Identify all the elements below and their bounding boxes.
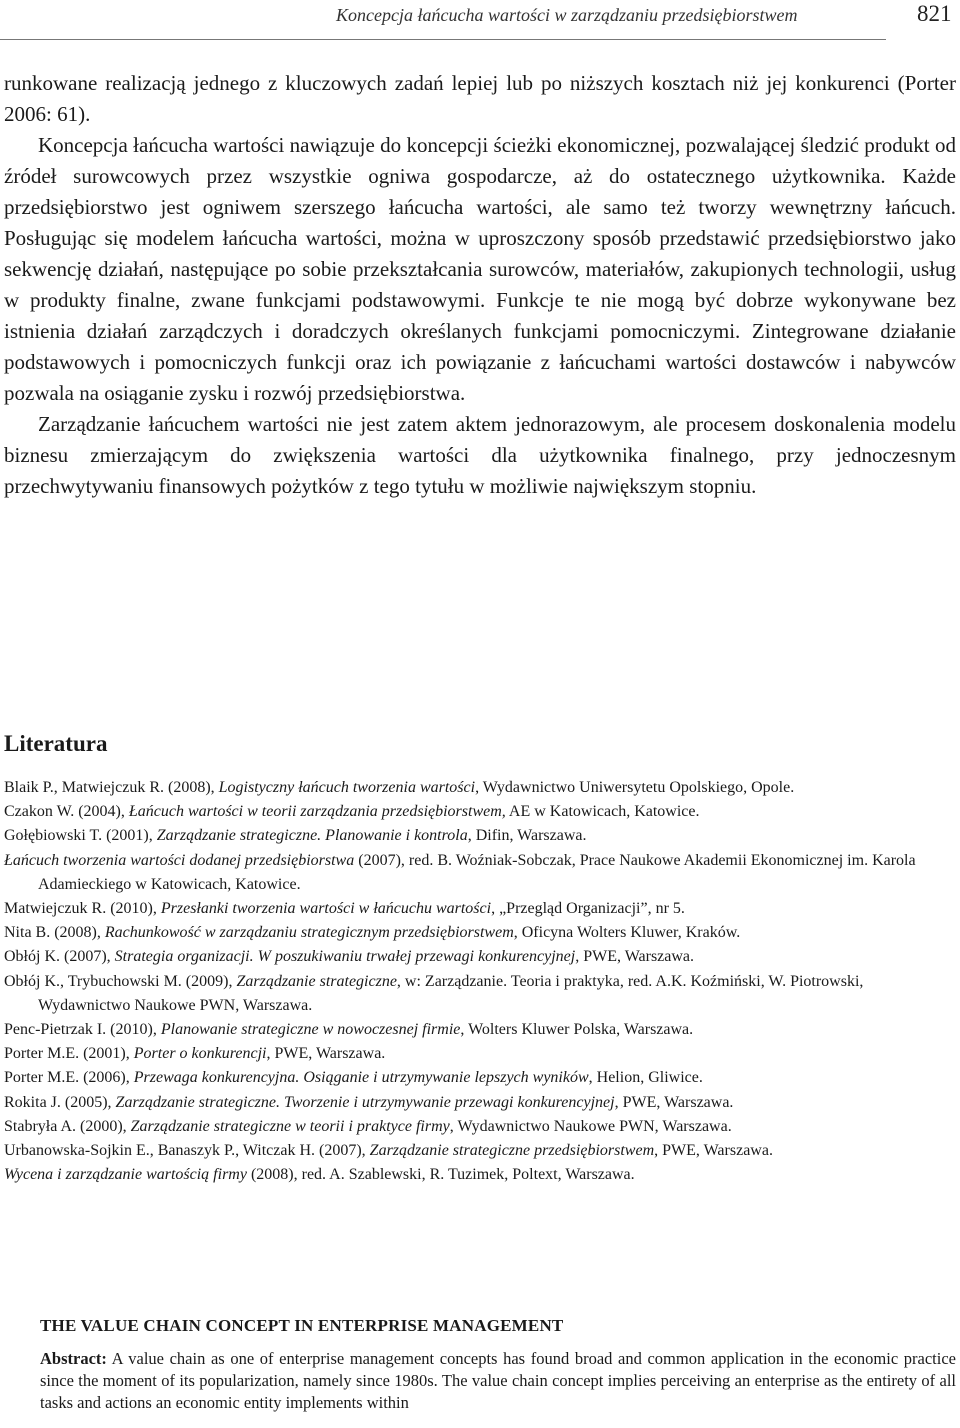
reference-item: Blaik P., Matwiejczuk R. (2008), Logistyczny łańcuch tworzenia wartości, Wydawnictwo Uniwersytetu Opolskiego, Opole. [4, 779, 795, 796]
reference-item: Stabryła A. (2000), Zarządzanie strategiczne w teorii i praktyce firmy, Wydawnictwo Naukowe PWN, Warszawa. [4, 1117, 732, 1135]
page-header [0, 0, 960, 40]
paragraph-value-chain-concept: Koncepcja łańcucha wartości nawiązuje do koncepcji ścieżki ekonomicznej, pozwalającej śledzić produkt od źródeł surowcowych przez wszystkie ogniwa gospodarcze, aż do ostatecznego użytkownika. Każde przedsiębiorstwo jest ogniwem szerszego łańcucha wartości, ale samo też tworzy wewnętrzny łańcuch. Posługując się modelem łańcucha wartości, można w uproszczony sposób przedstawić przedsiębiorstwo jako sekwencję działań, następujące po sobie przekształcania surowców, materiałów, zakupionych technologii, usług w produkty finalne, zwane funkcjami podstawowymi. Funkcje te nie mogą być dobrze wykonywane bez istnienia działań zarządczych i doradczych określanych funkcjami pomocniczymi. Zintegrowane działanie podstawowych i pomocniczych funkcji oraz ich powiązanie z łańcuchami wartości dostawców i nabywców pozwala na osiąganie zysku i rozwój przedsiębiorstwa. [4, 133, 956, 405]
abstract-label: Abstract: [40, 1349, 107, 1368]
abstract-title: THE VALUE CHAIN CONCEPT IN ENTERPRISE MANAGEMENT [40, 1316, 564, 1335]
abstract-text [40, 1348, 956, 1414]
english-abstract [40, 1316, 956, 1414]
reference-item: Obłój K., Trybuchowski M. (2009), Zarządzanie strategiczne, w: Zarządzanie. Teoria i praktyka, red. A.K. Koźmiński, W. Piotrowski, Wydawnictwo Naukowe PWN, Warszawa. [4, 972, 864, 1014]
body-text [4, 68, 956, 502]
paragraph-value-chain-management: Zarządzanie łańcuchem wartości nie jest zatem aktem jednorazowym, ale procesem doskonalenia modelu biznesu zmierzającym do zwiększenia wartości dla użytkownika finalnego, przy jednoczesnym przechwytywaniu finansowych pożytków z tego tytułu w możliwie największym stopniu. [4, 412, 956, 498]
abstract-body: A value chain as one of enterprise management concepts has found broad and common application in the economic practice since the moment of its popularization, namely since 1980s. The value chain concept implies perceiving an enterprise as the entirety of all tasks and actions an economic entity implements within [40, 1349, 956, 1412]
reference-item: Urbanowska-Sojkin E., Banaszyk P., Witczak H. (2007), Zarządzanie strategiczne przedsiębiorstwem, PWE, Warszawa. [4, 1142, 773, 1160]
reference-item: Nita B. (2008), Rachunkowość w zarządzaniu strategicznym przedsiębiorstwem, Oficyna Wolters Kluwer, Kraków. [4, 924, 741, 942]
reference-item: Obłój K. (2007), Strategia organizacji. W poszukiwaniu trwałej przewagi konkurencyjnej, PWE, Warszawa. [4, 948, 695, 966]
reference-item: Czakon W. (2004), Łańcuch wartości w teorii zarządzania przedsiębiorstwem, AE w Katowicach, Katowice. [4, 803, 700, 821]
reference-list [4, 776, 956, 1187]
header-divider [0, 39, 886, 40]
reference-item: Penc-Pietrzak I. (2010), Planowanie strategiczne w nowoczesnej firmie, Wolters Kluwer Polska, Warszawa. [4, 1021, 694, 1039]
reference-item: Matwiejczuk R. (2010), Przesłanki tworzenia wartości w łańcuchu wartości, „Przegląd Organizacji”, nr 5. [4, 900, 685, 918]
reference-item: Wycena i zarządzanie wartością firmy (2008), red. A. Szablewski, R. Tuzimek, Poltext, Warszawa. [4, 1166, 635, 1184]
reference-item: Porter M.E. (2001), Porter o konkurencji, PWE, Warszawa. [4, 1045, 386, 1063]
paragraph-continued: runkowane realizacją jednego z kluczowych zadań lepiej lub po niższych kosztach niż jej konkurenci (Porter 2006: 61). [4, 71, 956, 126]
reference-item: Porter M.E. (2006), Przewaga konkurencyjna. Osiąganie i utrzymywanie lepszych wyników, Helion, Gliwice. [4, 1069, 703, 1087]
page-number: 821 [917, 1, 952, 26]
reference-item: Gołębiowski T. (2001), Zarządzanie strategiczne. Planowanie i kontrola, Difin, Warszawa. [4, 827, 587, 845]
running-title: Koncepcja łańcucha wartości w zarządzaniu przedsiębiorstwem [336, 5, 798, 25]
literature-heading: Literatura [4, 731, 108, 756]
reference-item: Rokita J. (2005), Zarządzanie strategiczne. Tworzenie i utrzymywanie przewagi konkurencyjnej, PWE, Warszawa. [4, 1093, 734, 1111]
reference-item: Łańcuch tworzenia wartości dodanej przedsiębiorstwa (2007), red. B. Woźniak-Sobczak, Prace Naukowe Akademii Ekonomicznej im. Karola Adamieckiego w Katowicach, Katowice. [4, 851, 916, 893]
